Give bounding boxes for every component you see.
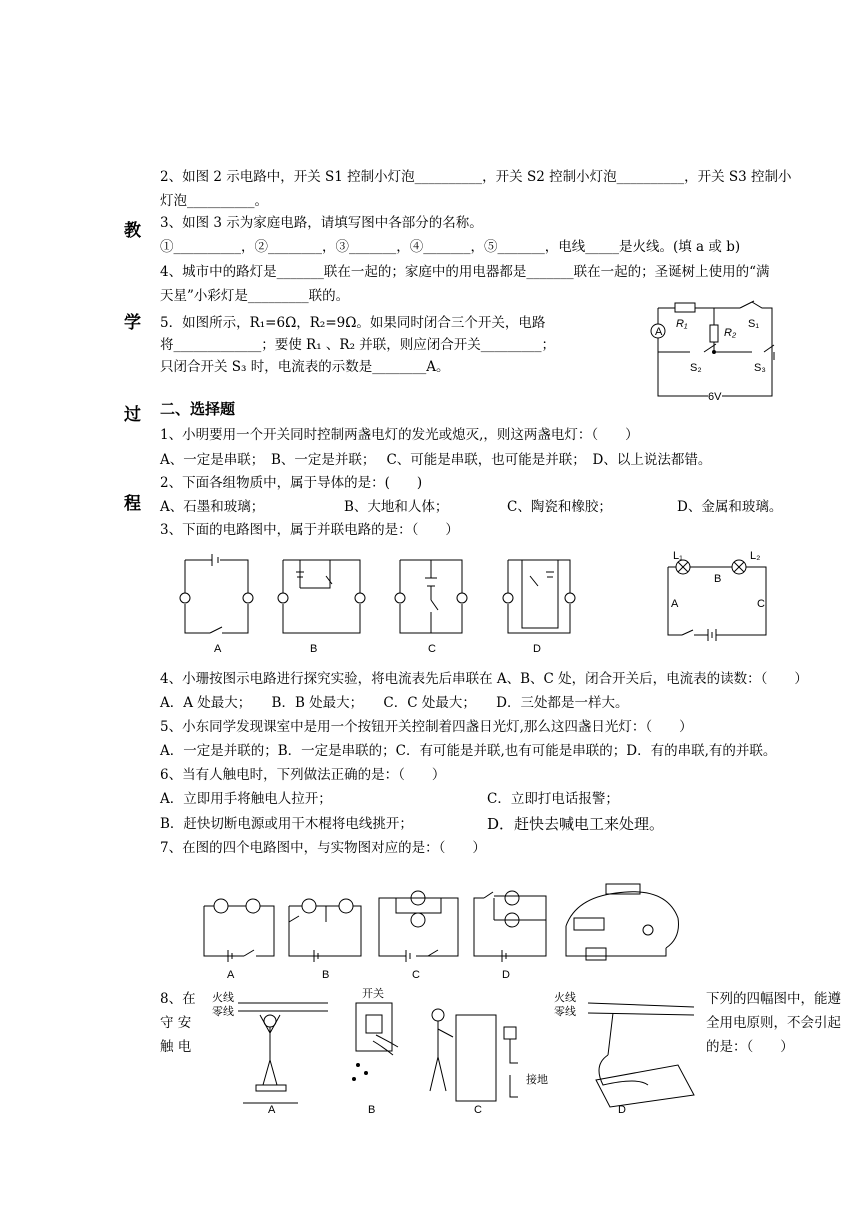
q2-line1: 2、如图 2 示电路中，开关 S1 控制小灯泡__________，开关 S2 控制小灯泡__________，开关 S3 控制小 [160, 169, 792, 185]
c4-question: 4、小珊按图示电路进行探究实验，将电流表先后串联在 A、B、C 处，闭合开关后，电流表的读数：（ ） [160, 671, 808, 687]
c8-safety-figure [208, 985, 694, 1116]
side-label-cheng: 程 [124, 494, 141, 514]
c1-options: A、一定是串联； B、一定是并联； C、可能是串联，也可能是并联； D、以上说法都错。 [160, 452, 712, 468]
q5-s2-label: S₂ [690, 362, 702, 374]
c8a-ling-label: 零线 [212, 1006, 234, 1018]
c3-label-d: D [533, 643, 541, 655]
c3-label-b: B [310, 643, 318, 655]
c1-question: 1、小明要用一个开关同时控制两盏电灯的发光或熄灭,，则这两盏电灯：（ ） [160, 427, 639, 443]
c8-left-line3: 触 电 [160, 1039, 192, 1055]
c7-label-b: B [322, 969, 330, 981]
c8-right-line3: 的是：（ ） [706, 1039, 794, 1055]
c6-option-c: C．立即打电话报警； [487, 791, 619, 807]
c8-label-c: C [474, 1104, 482, 1116]
side-label-xue: 学 [124, 313, 141, 333]
q3-line2: ①__________，②________，③_______，④_______，⑤_______，电线_____是火线。(填 a 或 b) [160, 239, 741, 255]
c7-label-a: A [227, 969, 235, 981]
q5-line1: 5．如图所示，R₁=6Ω，R₂=9Ω。如果同时闭合三个开关，电路 [160, 315, 546, 331]
c2-option-d: D、金属和玻璃。 [677, 499, 783, 515]
c8a-huo-label: 火线 [212, 992, 234, 1004]
c4-a-label: A [671, 598, 679, 610]
q5-line2: 将_____________；要使 R₁ 、R₂ 并联，则应闭合开关_________； [160, 337, 556, 353]
c8-left-line1: 8、在 [160, 991, 196, 1007]
c2-option-b: B、大地和人体； [344, 499, 449, 515]
q4-line1: 4、城市中的路灯是_______联在一起的；家庭中的用电器都是_______联在一起的；圣诞树上使用的“满 [160, 264, 770, 280]
c6-question: 6、当有人触电时，下列做法正确的是：（ ） [160, 767, 446, 783]
q2-line2: 灯泡__________。 [160, 193, 268, 209]
q5-voltage-label: 6V [708, 391, 722, 403]
c7-circuits-figure [196, 878, 686, 983]
c8-left-line2: 守 安 [160, 1015, 192, 1031]
c5-options: A．一定是并联的；B．一定是串联的；C．有可能是并联,也有可能是串联的；D．有的串联,有的并联。 [160, 743, 777, 759]
c3-label-c: C [428, 643, 436, 655]
c4-options: A．A 处最大； B．B 处最大； C．C 处最大； D．三处都是一样大。 [160, 695, 629, 711]
c4-c-label: C [757, 598, 765, 610]
c4-b-label: B [714, 573, 722, 585]
c8b-kaiguan-label: 开关 [362, 988, 384, 1000]
c8d-ling-label: 零线 [554, 1006, 576, 1018]
c4-l2-label: L₂ [750, 550, 761, 562]
q4-line2: 天星”小彩灯是_________联的。 [160, 288, 350, 304]
q5-line3: 只闭合开关 S₃ 时，电流表的示数是________A。 [160, 359, 450, 375]
c7-label-c: C [412, 969, 420, 981]
c6-option-d: D．赶快去喊电工来处理。 [487, 815, 665, 833]
c2-question: 2、下面各组物质中，属于导体的是：( ) [160, 475, 423, 491]
q5-ammeter-label: A [655, 326, 663, 338]
c4-circuit-figure [660, 550, 772, 640]
c8-label-d: D [618, 1104, 626, 1116]
q3-line1: 3、如图 3 示为家庭电路，请填写图中各部分的名称。 [160, 215, 483, 231]
c3-label-a: A [214, 643, 222, 655]
c3-circuits-figure [160, 548, 610, 656]
c8-right-line2: 全用电原则，不会引起 [706, 1015, 841, 1031]
c7-question: 7、在图的四个电路图中，与实物图对应的是：（ ） [160, 840, 486, 856]
c6-option-a: A．立即用手将触电人拉开； [160, 791, 332, 807]
c8c-jiedi-label: 接地 [526, 1074, 548, 1086]
c5-question: 5、小东同学发现课室中是用一个按钮开关控制着四盏日光灯,那么这四盏日光灯：（ ） [160, 719, 693, 735]
c8d-huo-label: 火线 [554, 992, 576, 1004]
section-choice-title: 二、选择题 [160, 400, 236, 418]
side-label-jiao: 教 [124, 221, 141, 241]
side-label-guo: 过 [124, 405, 141, 425]
c8-label-b: B [368, 1104, 376, 1116]
c3-question: 3、下面的电路图中，属于并联电路的是：（ ） [160, 522, 459, 538]
c8-right-line1: 下列的四幅图中，能遵 [706, 991, 841, 1007]
c2-option-c: C、陶瓷和橡胶； [507, 499, 612, 515]
c8-label-a: A [268, 1104, 276, 1116]
q5-s1-label: S₁ [748, 318, 760, 330]
c4-l1-label: L₁ [673, 550, 683, 562]
c6-option-b: B．赶快切断电源或用干木棍将电线挑开； [160, 816, 413, 832]
c7-label-d: D [502, 969, 510, 981]
c2-option-a: A、石墨和玻璃； [160, 499, 265, 515]
q5-circuit-figure [640, 298, 785, 408]
q5-r2-label: R₂ [724, 327, 737, 339]
q5-r1-label: R₁ [676, 318, 688, 330]
q5-s3-label: S₃ [754, 362, 766, 374]
